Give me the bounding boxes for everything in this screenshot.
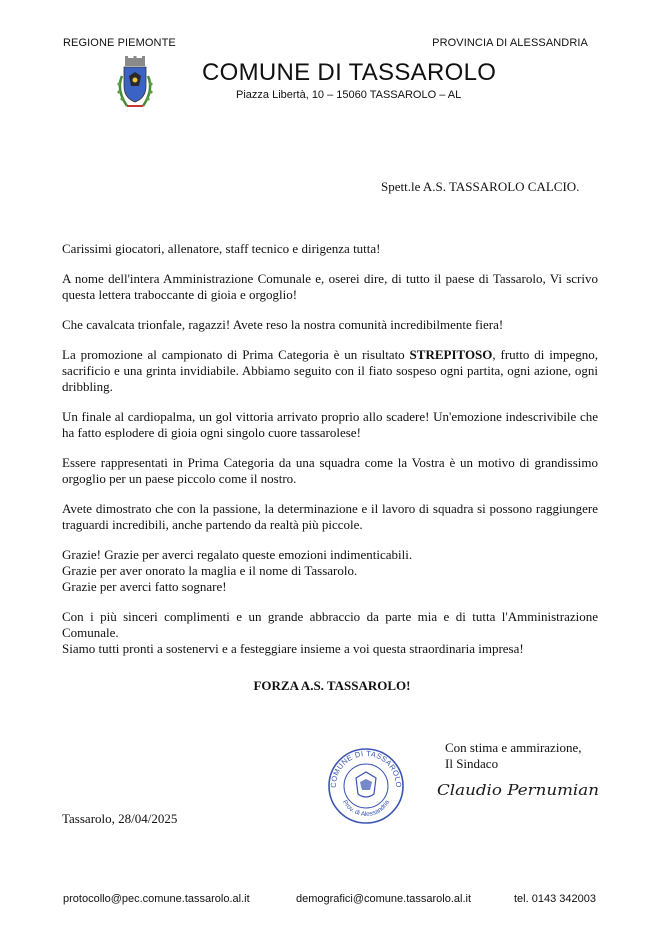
municipal-crest-icon [113,56,157,114]
letter-paragraph-6: Avete dimostrato che con la passione, la determinazione e il lavoro di squadra si possono raggiungere traguardi incredibili, anche partendo da realtà più piccole. [62,501,598,532]
footer-demographics-email[interactable]: demografici@comune.tassarolo.al.it [296,893,472,905]
municipality-address: Piazza Libertà, 10 – 15060 TASSAROLO – AL [236,89,462,101]
letter-paragraph-4: Un finale al cardiopalma, un gol vittoria arrivato proprio allo scadere! Un'emozione indescrivibile che ha fatto esplodere di gioia ogni singolo cuore tassarolese! [62,409,598,440]
slogan-heading: FORZA A.S. TASSAROLO! [253,678,411,693]
signoff-block [445,740,581,772]
letter-paragraph-5: Essere rappresentati in Prima Categoria da una squadra come la Vostra è un motivo di grandissimo orgoglio per un paese piccolo come il nostro. [62,455,598,486]
mayor-signature [437,776,602,802]
p3-bold-word: STREPITOSO [409,347,493,362]
letter-paragraph-2: Che cavalcata trionfale, ragazzi! Avete reso la nostra comunità incredibilmente fiera! [62,317,504,332]
p3-text-start: La promozione al campionato di Prima Categoria è un risultato [62,347,410,362]
thanks-block [62,547,598,595]
signature-text: Claudio Pernumian [437,781,599,799]
stamp-subtext: Prov. di Alessandria [340,799,392,819]
signoff-regards: Con stima e ammirazione, [445,740,582,755]
letter-body [62,241,598,671]
closing-line-2: Siamo tutti pronti a sostenervi e a festeggiare insieme a voi questa straordinaria impresa! [62,641,524,656]
thanks-line: Grazie per averci fatto sognare! [62,579,227,594]
letter-paragraph-3 [62,347,598,395]
municipality-title: COMUNE DI TASSAROLO [202,59,497,86]
signoff-role: Il Sindaco [445,756,499,771]
p3-text-end: , frutto di impegno, sacrificio e una grinta invidiabile. Abbiamo seguito con il fiato sospeso ogni partita, ogni azione, ogni dribbling. [62,347,598,394]
thanks-line: Grazie per aver onorato la maglia e il nome di Tassarolo. [62,563,358,578]
province-label: PROVINCIA DI ALESSANDRIA [432,37,588,49]
closing-block [62,609,598,657]
footer-phone[interactable]: tel. 0143 342003 [514,893,596,905]
place-date: Tassarolo, 28/04/2025 [62,811,178,826]
region-label: REGIONE PIEMONTE [63,37,176,49]
letter-greeting: Carissimi giocatori, allenatore, staff tecnico e dirigenza tutta! [62,241,381,256]
stamp-text: COMUNE DI TASSAROLO [328,748,404,788]
footer-pec-email[interactable]: protocollo@pec.comune.tassarolo.al.it [63,893,250,905]
municipal-stamp-icon [326,746,406,826]
letter-paragraph-1: A nome dell'intera Amministrazione Comunale e, oserei dire, di tutto il paese di Tassarolo, Vi scrivo questa lettera traboccante di gioia e orgoglio! [62,271,598,302]
recipient-line: Spett.le A.S. TASSAROLO CALCIO. [381,179,580,194]
thanks-line: Grazie! Grazie per averci regalato queste emozioni indimenticabili. [62,547,413,562]
closing-line-1: Con i più sinceri complimenti e un grande abbraccio da parte mia e di tutta l'Amministrazione Comunale. [62,609,598,640]
